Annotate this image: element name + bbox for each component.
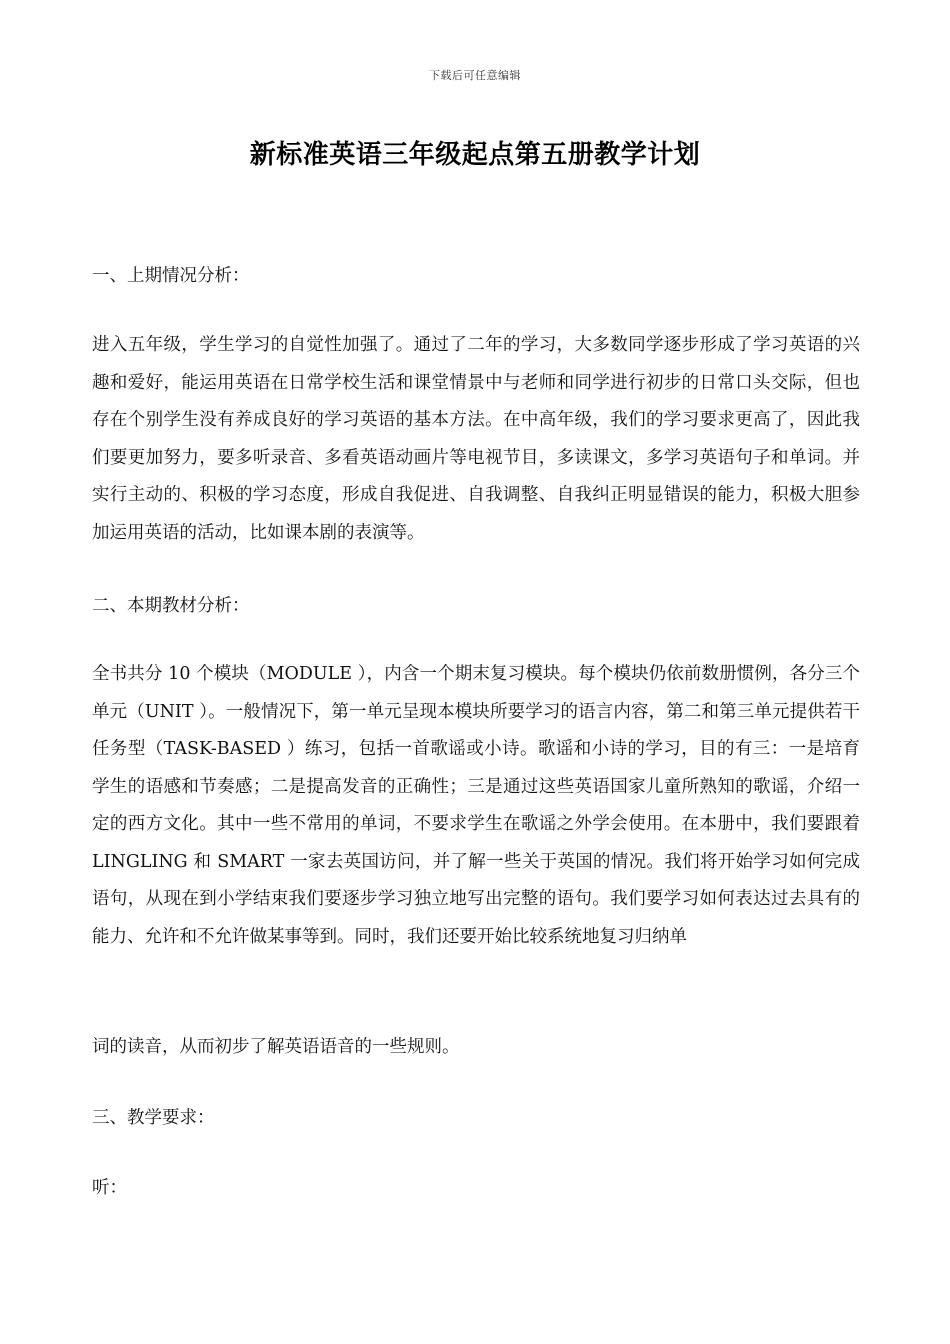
section-heading-textbook-analysis: 二、本期教材分析：: [92, 596, 250, 616]
paragraph-textbook-analysis: 全书共分 10 个模块（MODULE ），内含一个期末复习模块。每个模块仍依前数册惯例，各分三个单元（UNIT ）。一般情况下，第一单元呈现本模块所要学习的语言内容，第二和第三单元提供若干任务型（TASK-BASED ）练习，包括一首歌谣或小诗。歌谣和小诗的学习，目的有三：一是培育学生的语感和节奏感；二是提高发音的正确性；三是通过这些英语国家儿童所熟知的歌谣，介绍一定的西方文化。其中一些不常用的单词，不要求学生在歌谣之外学会使用。在本册中，我们要跟着 LINGLING 和 SMART 一家去英国访问，并了解一些关于英国的情况。我们将开始学习如何完成语句，从现在到小学结束我们要逐步学习独立地写出完整的语句。我们要学习如何表达过去具有的能力、允许和不允许做某事等到。同时，我们还要开始比较系统地复习归纳单: [92, 664, 860, 947]
paragraph-textbook-analysis-continued: 词的读音，从而初步了解英语语音的一些规则。: [92, 1037, 460, 1057]
paragraph-situation-analysis: 进入五年级，学生学习的自觉性加强了。通过了二年的学习，大多数同学逐步形成了学习英语的兴趣和爱好，能运用英语在日常学校生活和课堂情景中与老师和同学进行初步的日常口头交际，但也存在个别学生没有养成良好的学习英语的基本方法。在中高年级，我们的学习要求更高了，因此我们要更加努力，要多听录音、多看英语动画片等电视节目，多读课文，多学习英语句子和单词。并实行主动的、积极的学习态度，形成自我促进、自我调整、自我纠正明显错误的能力，积极大胆参加运用英语的活动，比如课本剧的表演等。: [92, 335, 860, 543]
subheading-listening: 听：: [92, 1178, 127, 1198]
section-heading-situation-analysis: 一、上期情况分析：: [92, 266, 250, 286]
header-note: 下载后可任意编辑: [429, 69, 521, 82]
document-title: 新标准英语三年级起点第五册教学计划: [249, 140, 701, 170]
section-heading-teaching-requirements: 三、教学要求：: [92, 1108, 215, 1128]
